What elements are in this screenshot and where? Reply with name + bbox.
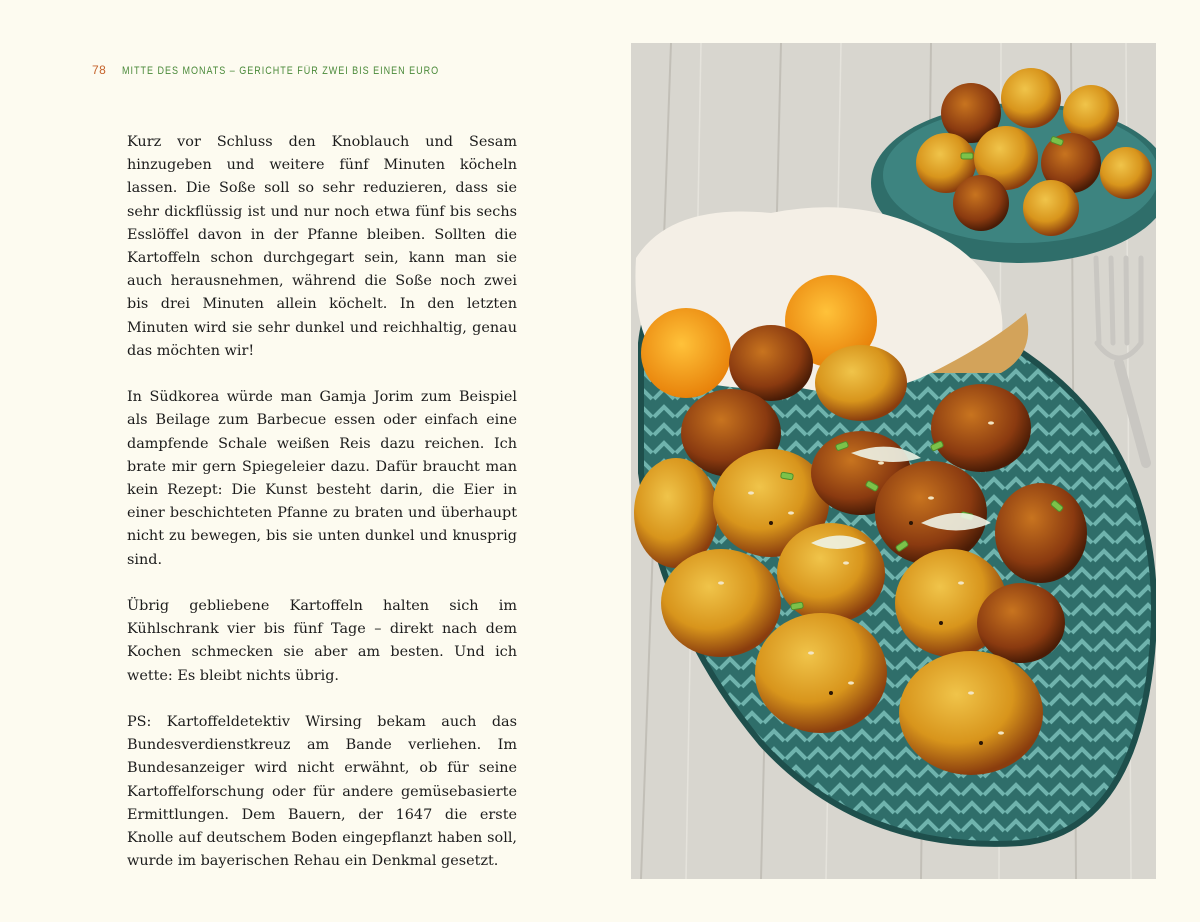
paragraph: In Südkorea würde man Gamja Jorim zum Beispiel als Beilage zum Barbecue essen oder einfach eine dampfende Schale weißen Reis dazu reichen. Ich brate mir gern Spiegeleier dazu. Dafür braucht man kein Rezept: Die Kunst besteht darin, die Eier in einer beschichteten Pfanne zu braten und überhaupt nicht zu bewegen, bis sie unten dunkel und knusprig sind.	[127, 389, 517, 568]
running-title: MITTE DES MONATS – GERICHTE FÜR ZWEI BIS EINEN EURO	[122, 65, 440, 77]
paragraph: PS: Kartoffeldetektiv Wirsing bekam auch das Bundesverdienstkreuz am Bande verliehen. Im Bundesanzeiger wird nicht erwähnt, ob für seine Kartoffelforschung oder für andere gemüsebasierte Ermittlungen. Dem Bauern, der 1647 die erste Knolle auf deutschem Boden eingepflanzt haben soll, wurde im bayerischen Rehau ein Denkmal gesetzt.	[127, 714, 517, 870]
food-photo	[631, 43, 1156, 879]
page-number: 78	[92, 63, 107, 77]
food-photo-icon	[631, 43, 1156, 879]
paragraph: Übrig gebliebene Kartoffeln halten sich im Kühlschrank vier bis fünf Tage – direkt nach dem Kochen schmecken sie aber am besten. Und ich wette: Es bleibt nichts übrig.	[127, 598, 517, 684]
paragraph: Kurz vor Schluss den Knoblauch und Sesam hinzugeben und weitere fünf Minuten köcheln lassen. Die Soße soll so sehr reduzieren, dass sie sehr dickflüssig ist und nur noch etwa fünf bis sechs Esslöffel davon in der Pfanne bleiben. Sollten die Kartoffeln schon durchgegart sein, kann man sie auch herausnehmen, während die Soße noch zwei bis drei Minuten allein köchelt. In den letzten Minuten wird sie sehr dunkel und reichhaltig, genau das möchten wir!	[127, 134, 517, 359]
running-header	[92, 63, 509, 77]
body-text	[127, 131, 517, 897]
